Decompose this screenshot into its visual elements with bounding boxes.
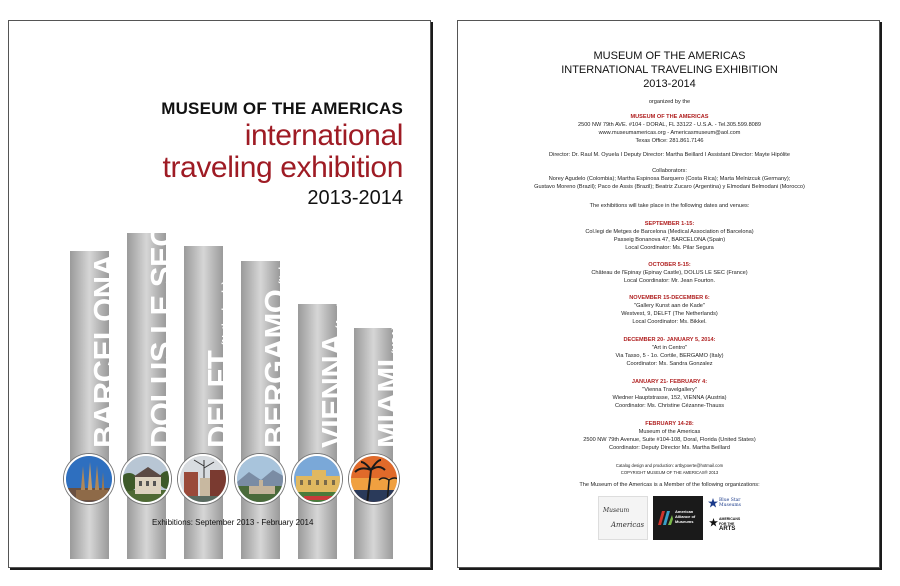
event-venue-bergamo: "Art in Centro"	[651, 345, 688, 351]
org-name: MUSEUM OF THE AMERICAS	[630, 114, 709, 120]
venue-country-barcelona: (Spain)	[107, 215, 118, 250]
venue-label-barcelona	[89, 216, 120, 448]
venue-city-barcelona: BARCELONA	[87, 254, 122, 448]
event-date-miami: FEBRUARY 14-28:	[645, 421, 694, 427]
venue-city-dolus-le-sec: DOLUS LE SEC	[144, 224, 179, 448]
venue-city-bergamo: BERGAMO	[258, 289, 293, 448]
afta-line2: FOR THE	[719, 521, 735, 526]
event-address-miami: 2500 NW 79th Avenue, Suite #104-108, Doral, Florida (United States)	[583, 437, 756, 443]
org-address: 2500 NW 79th AVE. #104 - DORAL, FL 33122 - U.S.A. - Tel.305.599.8089	[577, 122, 762, 128]
catalog-credits: Catalog design and production: artbypoerte@hotmail.com	[615, 463, 724, 468]
cover-exhibition-dates: Exhibitions: September 2013 - February 2014	[152, 518, 314, 527]
barcelona-sagrada-familia-icon	[64, 454, 114, 504]
cover-museum-name: MUSEUM OF THE AMERICAS	[161, 99, 403, 118]
american-alliance-of-museums-logo	[653, 496, 703, 540]
venues-intro: The exhibitions will take place in the following dates and venues:	[589, 203, 750, 209]
event-venue-delft: "Gallery Kunst aan de Kade"	[634, 303, 705, 309]
afta-line1: AMERICANS	[719, 517, 741, 521]
event-coordinator-delft: Local Coordinator: Ms. Bikkel.	[632, 319, 707, 325]
schonbrunn-palace-icon	[292, 454, 342, 504]
event-coordinator-vienna: Coordinator: Ms. Christine Cézanne-Thauss	[614, 403, 725, 409]
event-address-vienna: Wiedner Hauptstrasse, 152, VIENNA (Austria)	[612, 395, 727, 401]
venue-country-dolus-le-sec: (France)	[164, 180, 175, 220]
event-venue-dolus: Château de l'Epinay (Epinay Castle), DOLUS LE SEC (France)	[591, 270, 748, 276]
event-coordinator-barcelona: Local Coordinator: Ms. Pilar Segura	[625, 245, 714, 251]
cover-years: 2013-2014	[307, 187, 403, 209]
museum-of-the-americas-logo	[598, 496, 648, 540]
blue-star-and-afta-logos	[708, 496, 753, 540]
member-organizations-text: The Museum of the Americas is a Member of the following organizations:	[579, 482, 760, 488]
venue-bar-dolus-le-sec	[127, 180, 179, 559]
venue-label-delft	[203, 281, 234, 448]
event-venue-vienna: "Vienna Travelgallery"	[642, 387, 697, 393]
organized-by-text: organized by the	[648, 99, 691, 105]
collaborators-label: Collaborators:	[652, 168, 687, 174]
event-date-bergamo: DECEMBER 20- JANUARY 5, 2014:	[623, 337, 716, 343]
venue-label-bergamo	[260, 258, 291, 448]
event-date-barcelona: SEPTEMBER 1-15:	[644, 221, 695, 227]
moa-logo-line1: Museum	[603, 507, 630, 514]
blue-star-text	[719, 498, 741, 508]
collaborators-line1: Norey Agudelo (Colombia); Martha Espinosa Barquero (Costa Rica); Marta Melnizcuk (Germany);	[548, 176, 791, 182]
event-venue-barcelona: Col.legi de Metges de Barcelona (Medical Association of Barcelona)	[585, 229, 754, 235]
event-coordinator-dolus: Local Coordinator: Mr. Jean Fourton.	[623, 278, 716, 284]
venue-label-miami	[373, 326, 404, 448]
aam-logo-text	[675, 509, 695, 524]
cover-title-line1: international	[244, 119, 403, 152]
venue-city-vienna: VIENNA	[315, 333, 350, 448]
venue-label-dolus-le-sec	[146, 180, 177, 448]
aam-mark-icon	[656, 509, 674, 527]
info-page	[457, 20, 880, 568]
venue-bar-delft	[184, 246, 236, 559]
org-texas-office: Texas Office: 281.861.7146	[635, 138, 704, 144]
collaborators-line2: Gustavo Moreno (Brazil); Paco de Assis (Brazil); Beatriz Zucaro (Argentina) y Elmodani Belmodani (Morocco)	[534, 184, 805, 190]
bergamo-view-icon	[235, 454, 285, 504]
event-coordinator-miami: Coordinator: Deputy Director Ms. Martha Beillard	[609, 445, 730, 451]
venue-country-miami: (USA)	[391, 326, 402, 355]
venue-city-delft: DELFT	[201, 350, 236, 448]
info-header-years: 2013-2014	[643, 78, 696, 90]
cover-page	[8, 20, 431, 568]
miami-palm-trees-icon	[349, 454, 399, 504]
moa-logo-line2: Americas	[611, 521, 645, 529]
venue-country-vienna: (Austria)	[335, 287, 346, 329]
blue-star-line2: Museums	[719, 503, 741, 508]
blue-star-icon	[708, 498, 718, 508]
directors-line: Director: Dr. Raul M. Oyuela I Deputy Director: Martha Beillard I Assistant Director: Mayte Hipólite	[549, 152, 790, 158]
event-address-delft: Westvest, 9, DELFT (The Netherlands)	[621, 311, 718, 317]
aam-logo-line2: Alliance of	[675, 514, 696, 519]
venue-bar-barcelona	[70, 215, 122, 559]
epinay-castle-icon	[121, 454, 171, 504]
event-date-dolus: OCTOBER 5-15:	[648, 262, 691, 268]
copyright-line: COPYRIGHT MUSEUM OF THE AMERICAS® 2013	[620, 470, 719, 475]
org-website-email: www.museumamericas.org - Americasmuseum@aol.com	[598, 130, 741, 136]
event-date-vienna: JANUARY 21- FEBRUARY 4:	[631, 379, 708, 385]
venue-label-vienna	[317, 288, 348, 448]
venue-bar-bergamo	[241, 257, 293, 559]
venue-bar-miami	[354, 326, 406, 559]
venue-country-delft: (Netherlands)	[221, 281, 232, 346]
event-date-delft: NOVEMBER 15-DECEMBER 6:	[629, 295, 710, 301]
info-header-exhibition: INTERNATIONAL TRAVELING EXHIBITION	[561, 64, 778, 76]
venue-country-bergamo: (Italy)	[278, 257, 289, 285]
cover-title-line2: traveling exhibition	[162, 151, 403, 184]
delft-canal-icon	[178, 454, 228, 504]
event-coordinator-bergamo: Coordinator: Ms. Sandra Gonzalez	[626, 361, 713, 367]
info-header-museum: MUSEUM OF THE AMERICAS	[593, 50, 746, 62]
afta-text	[719, 517, 740, 533]
venue-city-miami: MIAMI	[371, 359, 406, 448]
aam-logo-line1: American	[675, 509, 694, 514]
afta-line3: ARTS	[719, 526, 736, 532]
blue-star-line1: Blue Star	[719, 498, 741, 503]
event-address-bergamo: Via Tasso, 5 - 1o. Cortile, BERGAMO (Italy)	[615, 353, 724, 359]
event-venue-miami: Museum of the Americas	[638, 429, 701, 435]
event-address-barcelona: Passeig Bonanova 47, BARCELONA (Spain)	[613, 237, 726, 243]
aam-logo-line3: Museums	[675, 519, 694, 524]
afta-star-icon	[709, 518, 718, 527]
